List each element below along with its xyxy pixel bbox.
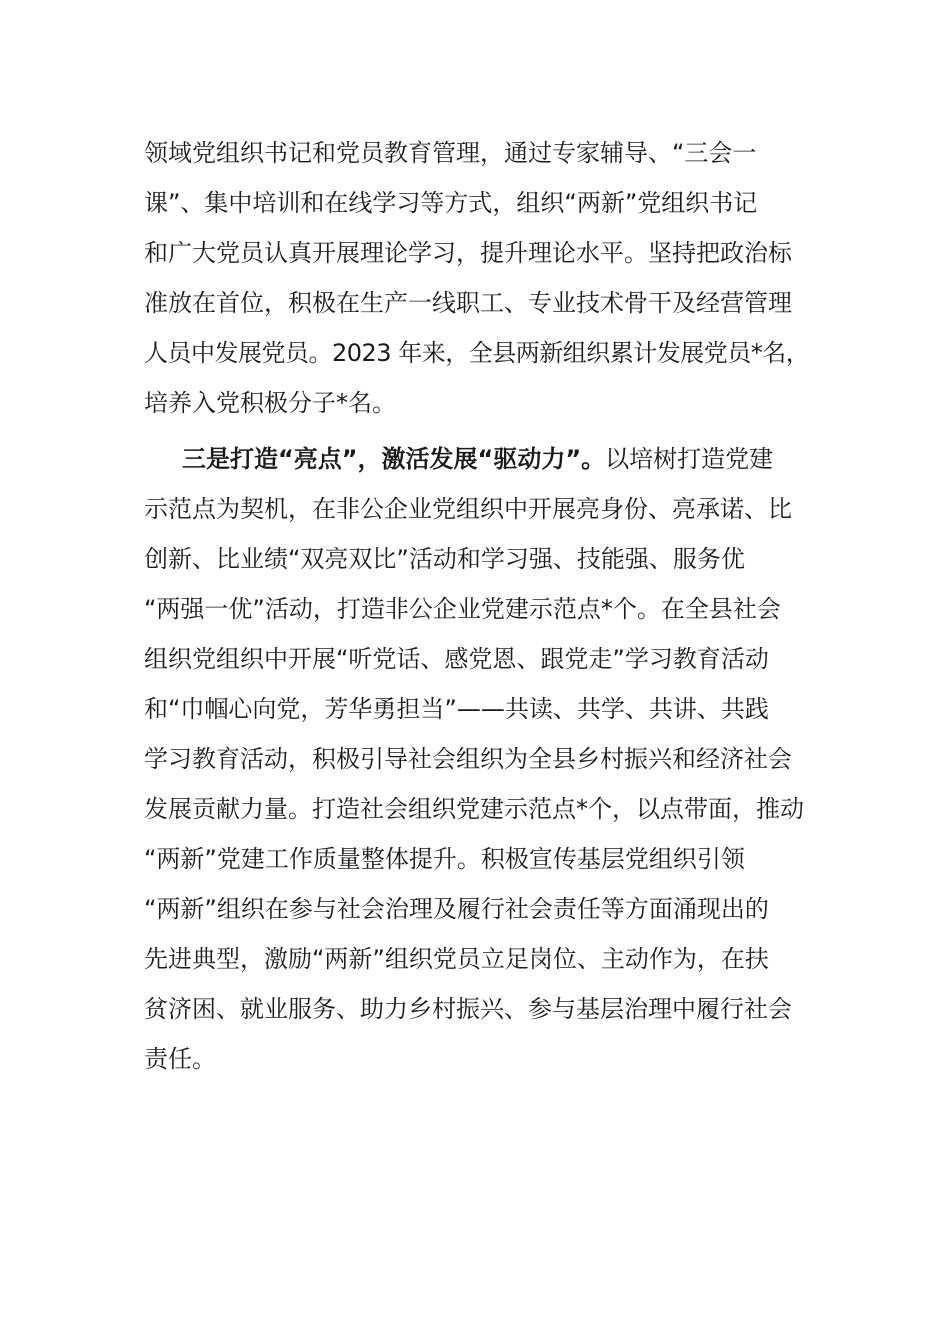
- paragraph-line: 课”、集中培训和在线学习等方式，组织“两新”党组织书记: [144, 189, 758, 217]
- paragraph-line: “两新”组织在参与社会治理及履行社会责任等方面涌现出的: [144, 895, 769, 923]
- paragraph-line: 先进典型，激励“两新”组织党员立足岗位、主动作为，在扶: [144, 945, 769, 973]
- paragraph-2: [144, 434, 814, 1084]
- paragraph-text: 以培树打造党建: [605, 445, 774, 473]
- paragraph-line: 创新、比业绩“双亮双比”活动和学习强、技能强、服务优: [144, 545, 745, 573]
- paragraph-line: 和广大党员认真开展理论学习，提升理论水平。坚持把政治标: [144, 239, 792, 267]
- section-heading: 三是打造“亮点”，激活发展“驱动力”。: [182, 445, 606, 473]
- paragraph-first-line: [144, 434, 814, 484]
- paragraph-line: 领域党组织书记和党员教育管理，通过专家辅导、“三会一: [144, 139, 757, 167]
- paragraph-line: 培养入党积极分子*名。: [144, 389, 396, 417]
- paragraph-line: “两新”党建工作质量整体提升。积极宣传基层党组织引领: [144, 845, 745, 873]
- paragraph-line: 示范点为契机，在非公企业党组织中开展亮身份、亮承诺、比: [144, 495, 792, 523]
- paragraph-line: 贫济困、就业服务、助力乡村振兴、参与基层治理中履行社会: [144, 995, 792, 1023]
- paragraph-line: 人员中发展党员。2023 年来，全县两新组织累计发展党员*名，: [144, 339, 810, 367]
- paragraph-line: 准放在首位，积极在生产一线职工、专业技术骨干及经营管理: [144, 289, 792, 317]
- paragraph-1: [144, 128, 814, 428]
- paragraph-line: 和“巾帼心向党，芳华勇担当”——共读、共学、共讲、共践: [144, 695, 769, 723]
- paragraph-line: “两强一优”活动，打造非公企业党建示范点*个。在全县社会: [144, 595, 781, 623]
- paragraph-line: 责任。: [144, 1045, 216, 1073]
- paragraph-line: 发展贡献力量。打造社会组织党建示范点*个，以点带面，推动: [144, 795, 804, 823]
- paragraph-line: 学习教育活动，积极引导社会组织为全县乡村振兴和经济社会: [144, 745, 792, 773]
- paragraph-line: 组织党组织中开展“听党话、感党恩、跟党走”学习教育活动: [144, 645, 769, 673]
